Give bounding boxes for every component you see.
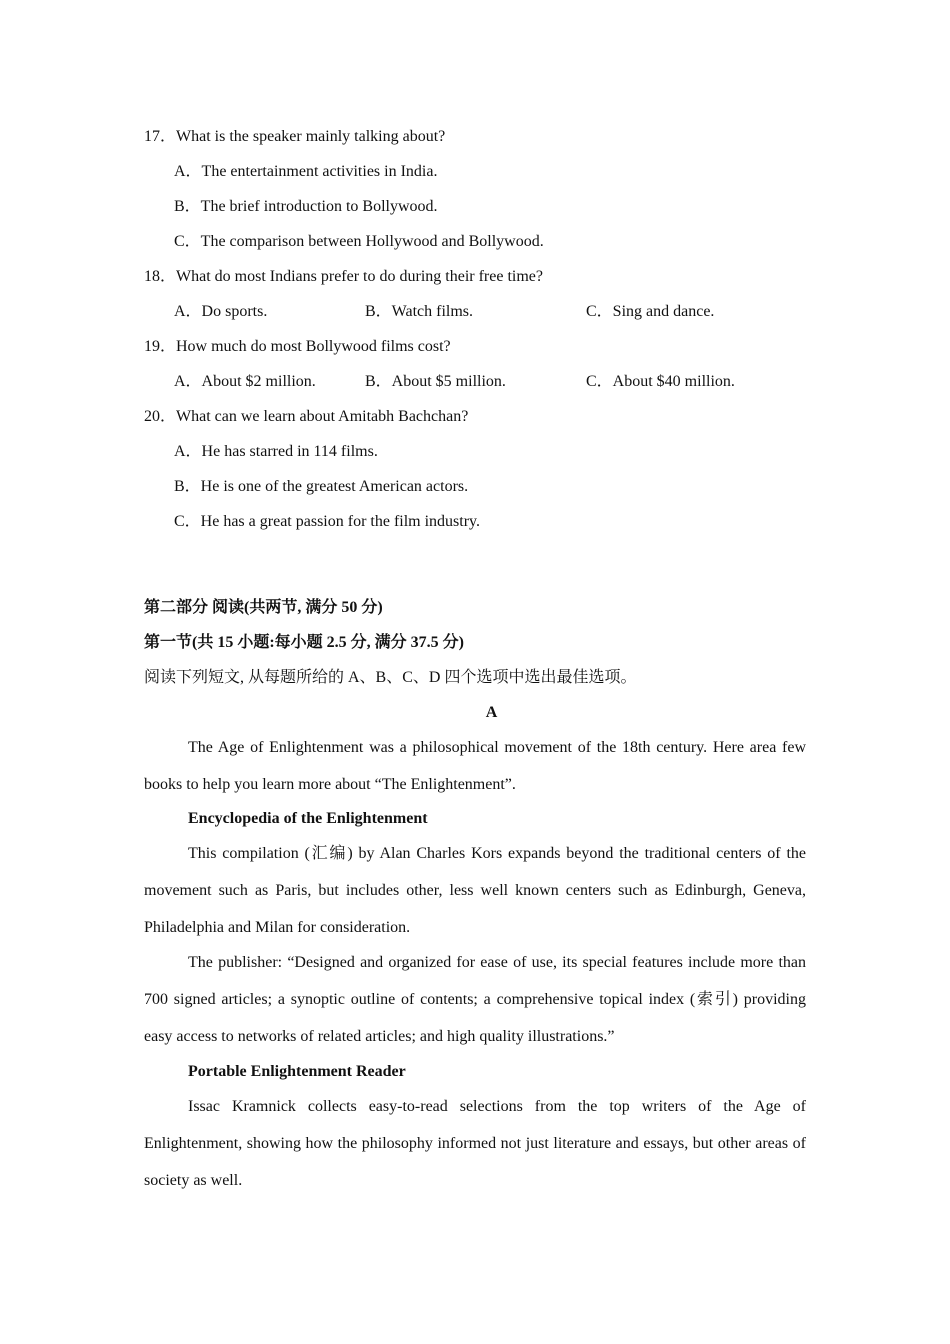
book2-description: Issac Kramnick collects easy-to-read selections from the top writers of the Age of Enlightenment, showing how the philosophy informed not just literature and essays, but other areas of society as well. [144, 1098, 806, 1189]
question-19-option-a: A．About $2 million. [174, 373, 316, 390]
question-17-stem: 17．What is the speaker mainly talking about? [144, 128, 446, 145]
question-18-stem: 18．What do most Indians prefer to do during their free time? [144, 268, 543, 285]
passage-intro: The Age of Enlightenment was a philosophical movement of the 18th century. Here area few books to help you learn more about “The Enlightenment”. [144, 739, 806, 793]
question-17-option-a: A．The entertainment activities in India. [174, 163, 438, 180]
reading-instruction: 阅读下列短文, 从每题所给的 A、B、C、D 四个选项中选出最佳选项。 [144, 669, 637, 686]
question-18-option-a: A．Do sports. [174, 303, 268, 320]
book1-description: This compilation (汇编) by Alan Charles Kors expands beyond the traditional centers of the movement such as Paris, but includes other, less well known centers such as Edinburgh, Geneva, Philadelphia and Milan for consideration. [144, 845, 806, 936]
question-18-option-c: C．Sing and dance. [586, 303, 715, 320]
question-19-option-c: C．About $40 million. [586, 373, 735, 390]
question-20-option-a: A．He has starred in 114 films. [174, 443, 378, 460]
passage-label: A [485, 704, 498, 721]
book1-title: Encyclopedia of the Enlightenment [188, 810, 428, 827]
question-20-option-c: C．He has a great passion for the film industry. [174, 513, 481, 530]
question-19-stem: 19．How much do most Bollywood films cost? [144, 338, 451, 355]
book2-title: Portable Enlightenment Reader [188, 1063, 406, 1080]
question-20-option-b: B．He is one of the greatest American actors. [174, 478, 469, 495]
section-one-title: 第一节(共 15 小题:每小题 2.5 分, 满分 37.5 分) [144, 634, 464, 651]
question-19-option-b: B．About $5 million. [365, 373, 506, 390]
question-18-option-b: B．Watch films. [365, 303, 474, 320]
question-17-option-b: B．The brief introduction to Bollywood. [174, 198, 438, 215]
part-two-title: 第二部分 阅读(共两节, 满分 50 分) [144, 599, 383, 616]
question-17-option-c: C．The comparison between Hollywood and Bollywood. [174, 233, 544, 250]
question-20-stem: 20．What can we learn about Amitabh Bachchan? [144, 408, 469, 425]
book1-publisher-quote: The publisher: “Designed and organized for ease of use, its special features include more than 700 signed articles; a synoptic outline of contents; a comprehensive topical index (索引) providing easy access to networks of related articles; and high quality illustrations.” [144, 954, 806, 1045]
